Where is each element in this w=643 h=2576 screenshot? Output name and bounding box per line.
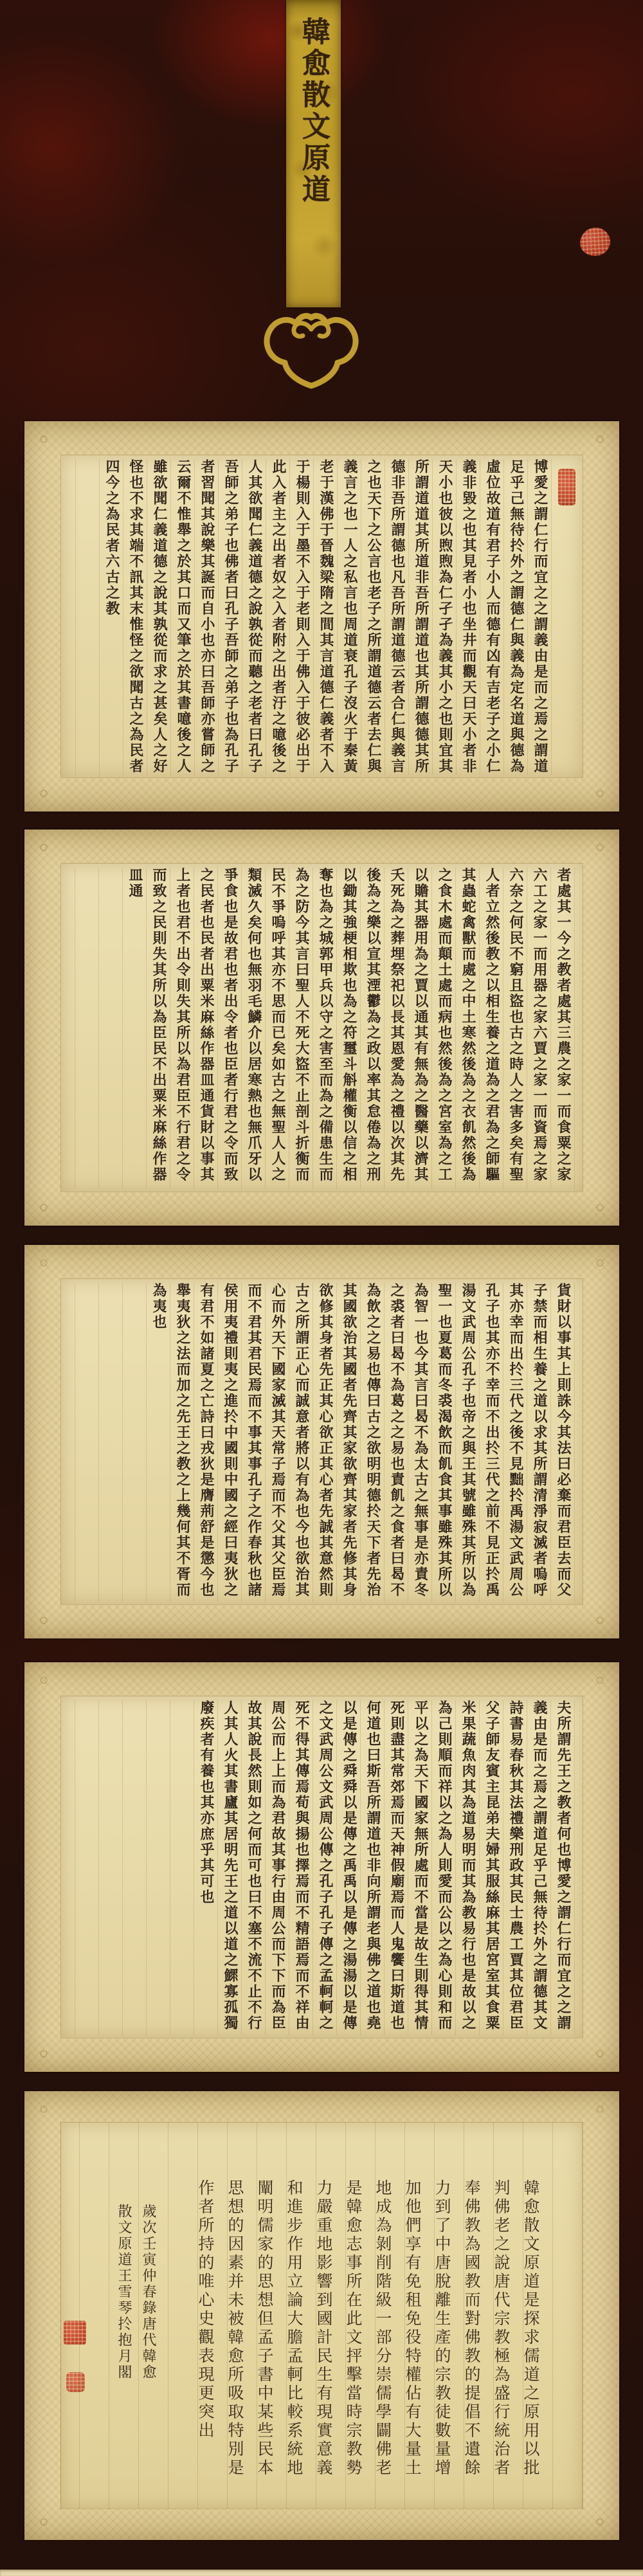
panel-5-colophon <box>24 2091 619 2540</box>
title-banner <box>286 0 341 307</box>
signature-date-line: 歲次壬寅仲春錄唐代韓愈 <box>140 2204 156 2381</box>
panel-2 <box>24 830 619 1226</box>
panel-2-text: 者處其一今之教者處其三農之家一而食粟之家六工之家一而用器之家六賈之家一而資焉之家六奈之何民不窮且盜也古之時人之害多矣有聖人者立然後教之以相生養之道為之君為之師驅其蟲蛇禽獸而處之中土寒然後為之衣飢然後為之食木處而顛土處而病也然後為之宮室為之工以贍其器用為之賈以通其有無為之醫藥以濟其夭死為之葬埋祭祀以長其恩愛為之禮以次其先後為之樂以宣其湮鬱為之政以率其怠倦為之刑以鋤其強梗相欺也為之符璽斗斛權衡以信之相奪也為之城郭甲兵以守之害至而為之備患生而為之防今其言曰聖人不死大盜不止剖斗折衡而民不爭嗚呼其亦不思而已矣如古之無聖人人之類滅久矣何也無羽毛鱗介以居寒熱也無爪牙以爭食也是故君也者出令者也臣者行君之令而致之民者也民者出粟米麻絲作器皿通貨財以事其上者也君不出令則失其所以為君臣不行君之令而致之民則失其所以為臣民不出粟米麻絲作器皿通 <box>64 867 575 1189</box>
mount-bottom-edge <box>0 2570 643 2576</box>
title-seal-icon <box>579 227 611 257</box>
panel-4-text: 夫所謂先王之教者何也博愛之謂仁行而宜之之謂義由是而之焉之謂道足乎己無待扵外之謂德其文詩書易春秋其法禮樂刑政其民士農工賈其位君臣父子師友賓主昆弟夫婦其服絲麻其居宮室其食粟米果蔬魚肉其為道易明而其為教易行也是故以之為己則順而祥以之為人則愛而公以之為心則和而平以之為天下國家無所處而不當是故生則得其情死則盡其常郊焉而天神假廟焉而人鬼饗曰斯道也何道也曰斯吾所謂道也非向所謂老與佛之道也堯以是傳之舜舜以是傳之禹禹以是傳之湯湯以是傳之文武周公文武周公傳之孔子孔子傳之孟軻軻之死不得其傳焉荀與揚也擇焉而不精語焉而不祥由周公而上上而為君故其事行由周公而下下而為臣故其說長然則如之何而可也曰不塞不流不止不行人其人火其書廬其居明先王之道以道之鰥寡孤獨廢疾者有養也其亦庶乎其可也 <box>64 1700 575 2035</box>
panel-5-paper <box>60 2122 583 2509</box>
panel-1-paper <box>60 455 583 778</box>
opening-seal-icon <box>558 469 575 505</box>
panel-3-paper <box>60 1278 583 1605</box>
panel-3 <box>24 1245 619 1638</box>
panel-1 <box>24 421 619 812</box>
artist-seal-secondary-icon <box>66 2372 85 2392</box>
panel-3-text: 貨財以事其上則誅今其法曰必棄而君臣去而父子禁而相生養之道以求其所謂清淨寂滅者嗚呼其亦幸而出扵三代之後不見黜扵禹湯文武周公孔子也其亦不幸而不出扵三代之前不見正扵禹湯文武周公孔子也帝之與王其號雖殊其所以為聖一也夏葛而冬裘渴飲而飢食其事雖殊其所以為智一也今其言曰曷不為太古之無事是亦責冬之裘者曰曷不為葛之之易也責飢之食者曰曷不為飲之之易也傳曰古之欲明明德扵天下者先治其國欲治其國者先齊其家欲齊其家者先修其身欲修其身者先正其心欲正其心者先誠其意然則古之所謂正心而誠意者將以有為也今也欲治其心而外天下國家滅其天常子焉而不父其父臣焉而不君其君民焉而不事其事孔子之作春秋也諸侯用夷禮則夷之進扵中國則中國之經曰夷狄之有君不如諸夏之亡詩曰戎狄是膺荊舒是懲今也舉夷狄之法而加之先王之教之上幾何其不胥而為夷也 <box>64 1283 575 1602</box>
panel-1-text: 博愛之謂仁行而宜之之謂義由是而之焉之謂道足乎己無待扵外之謂德仁與義為定名道與德為虛位故道有君子小人而德有凶有吉老子之小仁義非毀之也其見者小也坐井而觀天曰天小者非天小也彼以煦煦為仁孑孑為義其小之也則宜其所謂道道其所道非吾所謂道也其所謂德德其所德非吾所謂德也凡吾所謂道德云者合仁與義言之也天下之公言也老子之所謂道德云者去仁與義言之也一人之私言也周道衰孔子沒火于秦黃老于漢佛于晉魏梁隋之間其言道德仁義者不入于楊則入于墨不入于老則入于佛入于彼必出于此入者主之出者奴之入者附之出者汙之噫後之人其欲聞仁義道德之說孰從而聽之老者曰孔子吾師之弟子也佛者曰孔子吾師之弟子也為孔子者習聞其說樂其誕而自小也亦曰吾師亦嘗師之云爾不惟舉之於其口而又筆之於其書噫後之人雖欲聞仁義道德之說其孰從而求之甚矣人之好怪也不求其端不訊其末惟怪之欲聞古之為民者四今之為民者六古之教 <box>64 459 552 775</box>
title-text: 韓愈散文原道 <box>297 17 330 206</box>
artist-seal-primary-icon <box>64 2321 86 2345</box>
panel-4 <box>24 1662 619 2072</box>
panel-2-paper <box>60 863 583 1192</box>
artist-signature <box>93 2204 160 2420</box>
panel-4-paper <box>60 1696 583 2038</box>
colophon-commentary-text: 韓愈散文原道是探求儒道之原用以批判佛老之說唐代宗教極為盛行統治者奉佛教為國教而對佛教的提倡不遺餘力到了中唐脫離生產的宗教徒數量增加他們享有免租免役特權佔有大量土地成為剝削階級一部分崇儒學闢佛老是韓愈志事所在此文抨擊當時宗教勢力嚴重地影響到國計民生有現實意義和進步作用立論大膽孟軻比較系統地闡明儒家的思想但孟子書中某些民本思想的因素并未被韓愈所吸取特別是作者所持的唯心史觀表現更突出 <box>196 2179 540 2478</box>
ruyi-cloud-ornament-icon <box>258 300 364 391</box>
signature-name-line: 散文原道王雪琴扵抱月閣 <box>116 2204 132 2381</box>
